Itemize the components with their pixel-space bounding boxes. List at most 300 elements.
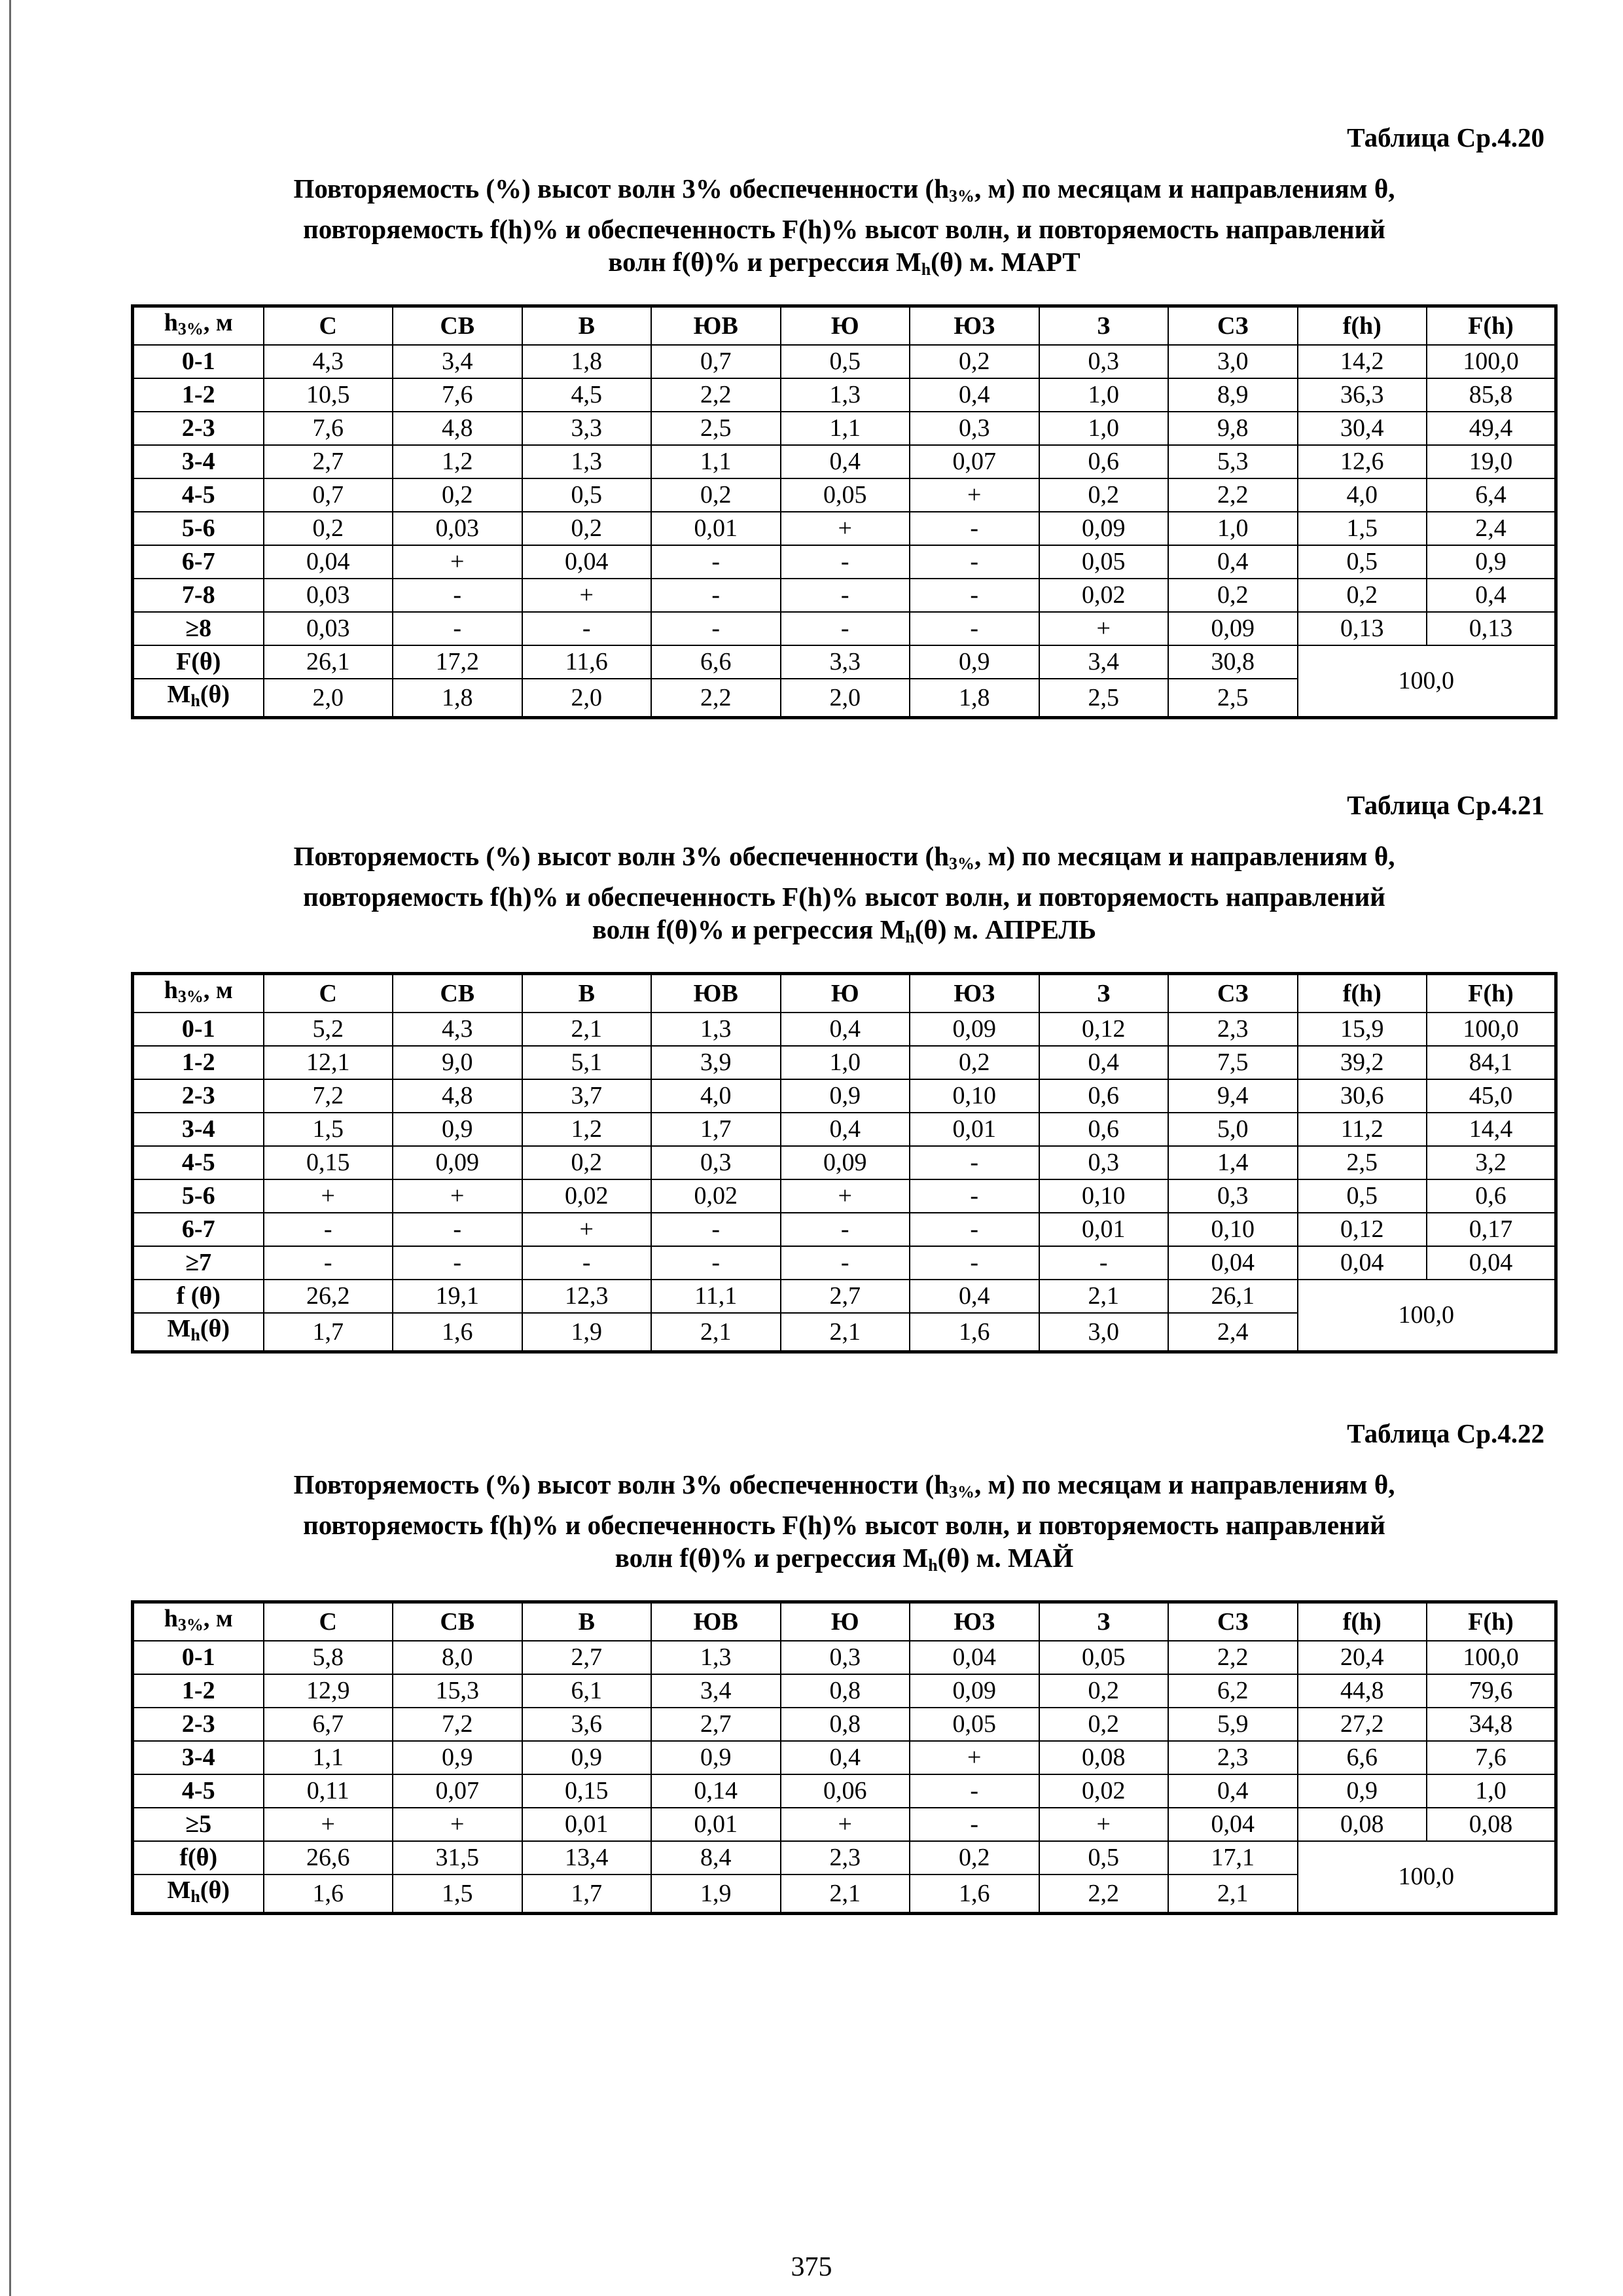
table-cell: 2,3 [781, 1841, 910, 1874]
table-caption [131, 172, 1558, 286]
header-cell: З [1039, 1602, 1169, 1641]
table-cell: 0,02 [1039, 1774, 1169, 1808]
table-cell: + [393, 1179, 522, 1213]
table-cell: + [781, 1179, 910, 1213]
table-cell: 2,1 [781, 1313, 910, 1352]
row-label: 0-1 [133, 1013, 264, 1046]
table-cell: 0,3 [910, 412, 1039, 445]
table-row [133, 512, 1556, 545]
table-cell: 6,6 [1298, 1741, 1427, 1774]
header-cell: В [522, 1602, 652, 1641]
table-cell: 0,07 [910, 445, 1039, 478]
table-cell: 1,5 [1298, 512, 1427, 545]
table-cell: - [393, 1246, 522, 1280]
table-cell: 12,3 [522, 1280, 652, 1313]
table-cell: 0,3 [1039, 1146, 1169, 1179]
table-cell: 0,08 [1039, 1741, 1169, 1774]
table-row [133, 1774, 1556, 1808]
table-row [133, 1674, 1556, 1708]
table-cell: 8,4 [651, 1841, 781, 1874]
table-cell: 0,2 [522, 1146, 652, 1179]
table-cell: 4,5 [522, 378, 652, 412]
header-h-symbol: h [164, 977, 178, 1004]
header-cell-h [133, 1602, 264, 1641]
table-cell: - [393, 612, 522, 645]
table-cell: 0,05 [1039, 545, 1169, 579]
table-cell: 0,2 [393, 478, 522, 512]
table-cell: + [264, 1808, 393, 1841]
table-cell: 1,0 [1039, 378, 1169, 412]
row-label: 3-4 [133, 445, 264, 478]
row-label: 6-7 [133, 1213, 264, 1246]
table-cell: - [910, 512, 1039, 545]
table-cell: - [522, 612, 652, 645]
table-cell: - [910, 545, 1039, 579]
total-cell: 100,0 [1298, 645, 1556, 718]
table-cell: 20,4 [1298, 1641, 1427, 1674]
table-cell: 0,09 [393, 1146, 522, 1179]
table-cell: 1,2 [522, 1113, 652, 1146]
row-label: 0-1 [133, 345, 264, 378]
header-h-symbol: h [164, 309, 178, 336]
table-cell: 0,08 [1427, 1808, 1556, 1841]
row-label: 4-5 [133, 1146, 264, 1179]
table-cell: - [910, 612, 1039, 645]
table-cell: 0,8 [781, 1708, 910, 1741]
table-cell: 30,6 [1298, 1079, 1427, 1113]
table-cell: 0,15 [264, 1146, 393, 1179]
table-cell: 0,5 [781, 345, 910, 378]
table-cell: - [781, 1246, 910, 1280]
table-caption [131, 1468, 1558, 1582]
table-row [133, 579, 1556, 612]
table-cell: 100,0 [1427, 1013, 1556, 1046]
table-cell: 0,12 [1039, 1013, 1169, 1046]
table-cell: 0,03 [264, 579, 393, 612]
wave-height-table [131, 1600, 1558, 1915]
table-cell: 0,2 [1168, 579, 1298, 612]
table-cell: - [910, 1246, 1039, 1280]
table-number: Таблица Ср.4.22 [1347, 1418, 1544, 1448]
table-cell: 1,0 [1427, 1774, 1556, 1808]
header-h-unit: , м [203, 1605, 233, 1632]
table-cell: 3,4 [393, 345, 522, 378]
table-cell: 0,2 [1298, 579, 1427, 612]
table-cell: 0,9 [393, 1113, 522, 1146]
table-cell: 1,7 [651, 1113, 781, 1146]
table-cell: 1,4 [1168, 1146, 1298, 1179]
table-cell: 0,05 [910, 1708, 1039, 1741]
row-label: 5-6 [133, 1179, 264, 1213]
page-left-rule [9, 0, 11, 2296]
table-cell: 0,4 [1427, 579, 1556, 612]
row-label: ≥7 [133, 1246, 264, 1280]
table-cell: - [264, 1246, 393, 1280]
table-number: Таблица Ср.4.21 [1347, 790, 1544, 820]
table-cell: 11,2 [1298, 1113, 1427, 1146]
row-label: 2-3 [133, 412, 264, 445]
table-cell: 0,10 [910, 1079, 1039, 1113]
table-cell: 11,1 [651, 1280, 781, 1313]
total-cell: 100,0 [1298, 1280, 1556, 1352]
table-cell: 1,8 [393, 679, 522, 718]
table-cell: + [910, 1741, 1039, 1774]
table-cell: 2,1 [781, 1874, 910, 1914]
table-cell: 0,4 [1168, 1774, 1298, 1808]
row-label: 4-5 [133, 1774, 264, 1808]
wave-height-table [131, 304, 1558, 719]
table-cell: 0,5 [1298, 545, 1427, 579]
table-cell: 0,5 [1298, 1179, 1427, 1213]
table-cell: 5,8 [264, 1641, 393, 1674]
table-cell: 0,9 [393, 1741, 522, 1774]
table-cell: - [781, 545, 910, 579]
table-cell: 2,2 [1168, 1641, 1298, 1674]
table-cell: 1,3 [651, 1013, 781, 1046]
table-cell: + [393, 545, 522, 579]
table-cell: 0,04 [910, 1641, 1039, 1674]
table-cell: - [651, 1213, 781, 1246]
caption-line-2: повторяемость f(h)% и обеспеченность F(h)% высот волн, и повторяемость направлений [303, 882, 1385, 912]
row-label: 4-5 [133, 478, 264, 512]
table-cell: 2,1 [651, 1313, 781, 1352]
row-label: 6-7 [133, 545, 264, 579]
row-label [133, 1313, 264, 1352]
table-cell: 2,3 [1168, 1013, 1298, 1046]
header-cell: С [264, 306, 393, 346]
table-cell: + [1039, 612, 1169, 645]
table-cell: 1,7 [522, 1874, 652, 1914]
table-cell: 1,0 [1168, 512, 1298, 545]
table-cell: - [393, 579, 522, 612]
row-label: 0-1 [133, 1641, 264, 1674]
table-cell: 0,4 [910, 378, 1039, 412]
header-h-symbol: h [164, 1605, 178, 1632]
header-cell: ЮВ [651, 1602, 781, 1641]
table-cell: - [651, 1246, 781, 1280]
table-cell: 2,2 [1168, 478, 1298, 512]
header-cell: СВ [393, 1602, 522, 1641]
table-cell: 3,6 [522, 1708, 652, 1741]
table-cell: 0,04 [1298, 1246, 1427, 1280]
table-cell: 17,1 [1168, 1841, 1298, 1874]
m-symbol: M [167, 1315, 191, 1342]
header-cell: СЗ [1168, 1602, 1298, 1641]
table-cell: 0,2 [910, 1841, 1039, 1874]
table-cell: 9,0 [393, 1046, 522, 1079]
table-cell: 0,4 [781, 1741, 910, 1774]
header-cell: F(h) [1427, 974, 1556, 1013]
header-cell: ЮЗ [910, 1602, 1039, 1641]
table-header-row [133, 306, 1556, 346]
table-cell: 0,09 [1168, 612, 1298, 645]
table-cell: 2,2 [1039, 1874, 1169, 1914]
table-cell: 0,13 [1427, 612, 1556, 645]
table-cell: 0,01 [522, 1808, 652, 1841]
table-block-4-22 [131, 1417, 1558, 1915]
table-header-row [133, 1602, 1556, 1641]
table-cell: 0,9 [651, 1741, 781, 1774]
table-cell: + [522, 579, 652, 612]
table-cell: 49,4 [1427, 412, 1556, 445]
table-cell: 15,3 [393, 1674, 522, 1708]
table-cell: 1,0 [1039, 412, 1169, 445]
table-header-row [133, 974, 1556, 1013]
header-cell: Ю [781, 1602, 910, 1641]
caption-line-2: повторяемость f(h)% и обеспеченность F(h)% высот волн, и повторяемость направлений [303, 1510, 1385, 1540]
table-cell: 2,1 [1039, 1280, 1169, 1313]
row-label: ≥8 [133, 612, 264, 645]
table-cell: - [393, 1213, 522, 1246]
table-cell: 0,9 [910, 645, 1039, 679]
table-cell: 2,5 [651, 412, 781, 445]
table-cell: 2,4 [1168, 1313, 1298, 1352]
row-label: 3-4 [133, 1113, 264, 1146]
table-cell: 0,04 [522, 545, 652, 579]
table-cell: 1,1 [651, 445, 781, 478]
table-cell: - [910, 1808, 1039, 1841]
m-subscript: h [190, 1887, 200, 1906]
table-cell: 0,6 [1039, 1079, 1169, 1113]
row-label: 2-3 [133, 1079, 264, 1113]
row-label: F(θ) [133, 645, 264, 679]
table-cell: 31,5 [393, 1841, 522, 1874]
table-cell: 0,04 [264, 545, 393, 579]
table-cell: 4,8 [393, 412, 522, 445]
header-cell: ЮВ [651, 306, 781, 346]
caption-line-1: Повторяемость (%) высот волн 3% обеспеченности ($h_{3\%}$, м) по месяцам и направлениям θ, [293, 1469, 1395, 1501]
table-cell: 2,4 [1427, 512, 1556, 545]
table-cell: 0,01 [910, 1113, 1039, 1146]
table-cell: + [1039, 1808, 1169, 1841]
table-cell: 1,1 [264, 1741, 393, 1774]
table-cell: 1,6 [264, 1874, 393, 1914]
table-cell: 0,3 [651, 1146, 781, 1179]
row-label: 5-6 [133, 512, 264, 545]
table-cell: 0,8 [781, 1674, 910, 1708]
table-cell: 8,0 [393, 1641, 522, 1674]
table-cell: 7,2 [393, 1708, 522, 1741]
header-h-unit: , м [203, 309, 233, 336]
table-cell: 2,7 [781, 1280, 910, 1313]
table-cell: 2,2 [651, 679, 781, 718]
table-row [133, 412, 1556, 445]
table-cell: 0,15 [522, 1774, 652, 1808]
table-row [133, 345, 1556, 378]
table-cell: 0,01 [651, 1808, 781, 1841]
table-cell: 1,3 [651, 1641, 781, 1674]
table-cell: 19,0 [1427, 445, 1556, 478]
table-cell: 2,7 [651, 1708, 781, 1741]
header-cell: СЗ [1168, 306, 1298, 346]
table-cell: 1,9 [651, 1874, 781, 1914]
table-cell: 7,6 [393, 378, 522, 412]
table-cell: 0,06 [781, 1774, 910, 1808]
table-cell: 26,1 [264, 645, 393, 679]
table-cell: 0,05 [1039, 1641, 1169, 1674]
caption-line-1: Повторяемость (%) высот волн 3% обеспеченности ($h_{3\%}$, м) по месяцам и направлениям θ, [293, 173, 1395, 206]
table-cell: 0,7 [264, 478, 393, 512]
table-cell: 0,3 [781, 1641, 910, 1674]
table-cell: 7,5 [1168, 1046, 1298, 1079]
header-h-subscript: 3% [177, 987, 204, 1006]
table-cell: 39,2 [1298, 1046, 1427, 1079]
table-cell: 1,5 [264, 1113, 393, 1146]
table-cell: 0,3 [1039, 345, 1169, 378]
table-row [133, 1179, 1556, 1213]
table-cell: 5,1 [522, 1046, 652, 1079]
table-cell: 7,6 [264, 412, 393, 445]
header-cell: СВ [393, 306, 522, 346]
table-cell: 0,2 [651, 478, 781, 512]
row-label: 2-3 [133, 1708, 264, 1741]
table-cell: 1,7 [264, 1313, 393, 1352]
table-cell: 2,0 [264, 679, 393, 718]
table-cell: 26,2 [264, 1280, 393, 1313]
header-cell: ЮЗ [910, 974, 1039, 1013]
table-cell: 79,6 [1427, 1674, 1556, 1708]
table-cell: 0,4 [781, 445, 910, 478]
table-cell: 1,6 [910, 1313, 1039, 1352]
header-cell: С [264, 974, 393, 1013]
header-cell: F(h) [1427, 1602, 1556, 1641]
table-cell: + [264, 1179, 393, 1213]
caption-line-3: волн f(θ)% и регрессия $M_h(\theta)$ м. АПРЕЛЬ [592, 914, 1097, 946]
table-cell: 0,7 [651, 345, 781, 378]
table-cell: 0,6 [1039, 1113, 1169, 1146]
table-cell: 1,8 [910, 679, 1039, 718]
table-cell: 0,2 [910, 1046, 1039, 1079]
header-cell: СВ [393, 974, 522, 1013]
header-cell: В [522, 306, 652, 346]
row-label: f(θ) [133, 1841, 264, 1874]
table-cell: - [651, 612, 781, 645]
row-label: 3-4 [133, 1741, 264, 1774]
header-cell: С [264, 1602, 393, 1641]
header-cell: F(h) [1427, 306, 1556, 346]
header-cell: f(h) [1298, 1602, 1427, 1641]
table-cell: + [781, 1808, 910, 1841]
table-cell: 8,9 [1168, 378, 1298, 412]
table-cell: + [781, 512, 910, 545]
table-cell: 0,9 [1427, 545, 1556, 579]
table-cell: 1,6 [910, 1874, 1039, 1914]
table-cell: 0,2 [1039, 478, 1169, 512]
table-cell: 0,6 [1039, 445, 1169, 478]
table-cell: - [781, 1213, 910, 1246]
header-cell: Ю [781, 974, 910, 1013]
table-cell: 5,0 [1168, 1113, 1298, 1146]
table-cell: 0,09 [781, 1146, 910, 1179]
table-cell: 4,8 [393, 1079, 522, 1113]
table-cell: 2,5 [1168, 679, 1298, 718]
table-cell: 85,8 [1427, 378, 1556, 412]
table-cell: 34,8 [1427, 1708, 1556, 1741]
table-cell: 5,9 [1168, 1708, 1298, 1741]
row-label: 7-8 [133, 579, 264, 612]
table-cell: 15,9 [1298, 1013, 1427, 1046]
header-cell: ЮВ [651, 974, 781, 1013]
table-cell: 0,9 [522, 1741, 652, 1774]
table-cell: 6,6 [651, 645, 781, 679]
table-cell: - [264, 1213, 393, 1246]
table-cell: 2,1 [1168, 1874, 1298, 1914]
table-cell: 2,5 [1039, 679, 1169, 718]
table-cell: 30,4 [1298, 412, 1427, 445]
row-label: 1-2 [133, 1674, 264, 1708]
table-cell: 84,1 [1427, 1046, 1556, 1079]
table-row [133, 445, 1556, 478]
row-label: ≥5 [133, 1808, 264, 1841]
table-cell: 1,6 [393, 1313, 522, 1352]
table-cell: 1,8 [522, 345, 652, 378]
table-cell: 2,7 [522, 1641, 652, 1674]
table-cell: 44,8 [1298, 1674, 1427, 1708]
header-cell: f(h) [1298, 306, 1427, 346]
table-row [133, 1708, 1556, 1741]
table-cell: - [910, 579, 1039, 612]
table-cell: 0,2 [264, 512, 393, 545]
table-row [133, 1079, 1556, 1113]
table-cell: 3,0 [1039, 1313, 1169, 1352]
table-cell: 17,2 [393, 645, 522, 679]
header-cell: З [1039, 306, 1169, 346]
table-cell: 0,08 [1298, 1808, 1427, 1841]
table-cell: 0,4 [1168, 545, 1298, 579]
table-cell: 0,04 [1168, 1808, 1298, 1841]
table-cell: 0,04 [1168, 1246, 1298, 1280]
table-cell: 1,0 [781, 1046, 910, 1079]
table-cell: 4,0 [651, 1079, 781, 1113]
table-cell: 0,2 [1039, 1708, 1169, 1741]
table-cell: 5,2 [264, 1013, 393, 1046]
table-cell: 2,3 [1168, 1741, 1298, 1774]
table-cell: 4,3 [393, 1013, 522, 1046]
table-row [133, 545, 1556, 579]
table-cell: 0,10 [1168, 1213, 1298, 1246]
table-row [133, 1808, 1556, 1841]
table-cell: 0,02 [522, 1179, 652, 1213]
header-h-unit: , м [203, 977, 233, 1004]
table-cell: 0,2 [910, 345, 1039, 378]
table-row [133, 378, 1556, 412]
table-cell: 0,9 [1298, 1774, 1427, 1808]
table-cell: 0,03 [393, 512, 522, 545]
table-cell: 9,8 [1168, 412, 1298, 445]
m-theta: (θ) [200, 1876, 230, 1904]
table-cell: 13,4 [522, 1841, 652, 1874]
table-cell: - [651, 579, 781, 612]
table-cell: 0,6 [1427, 1179, 1556, 1213]
table-cell: 6,7 [264, 1708, 393, 1741]
table-cell: + [393, 1808, 522, 1841]
table-cell: 14,4 [1427, 1113, 1556, 1146]
table-cell: 3,0 [1168, 345, 1298, 378]
table-cell: 7,6 [1427, 1741, 1556, 1774]
m-theta: (θ) [200, 681, 230, 708]
table-row [133, 1213, 1556, 1246]
header-cell: З [1039, 974, 1169, 1013]
table-row [133, 478, 1556, 512]
table-cell: 1,5 [393, 1874, 522, 1914]
row-label: 1-2 [133, 378, 264, 412]
table-cell: - [910, 1146, 1039, 1179]
table-cell: 3,9 [651, 1046, 781, 1079]
table-cell: - [1039, 1246, 1169, 1280]
table-row [133, 1046, 1556, 1079]
header-cell: f(h) [1298, 974, 1427, 1013]
table-cell: 12,9 [264, 1674, 393, 1708]
